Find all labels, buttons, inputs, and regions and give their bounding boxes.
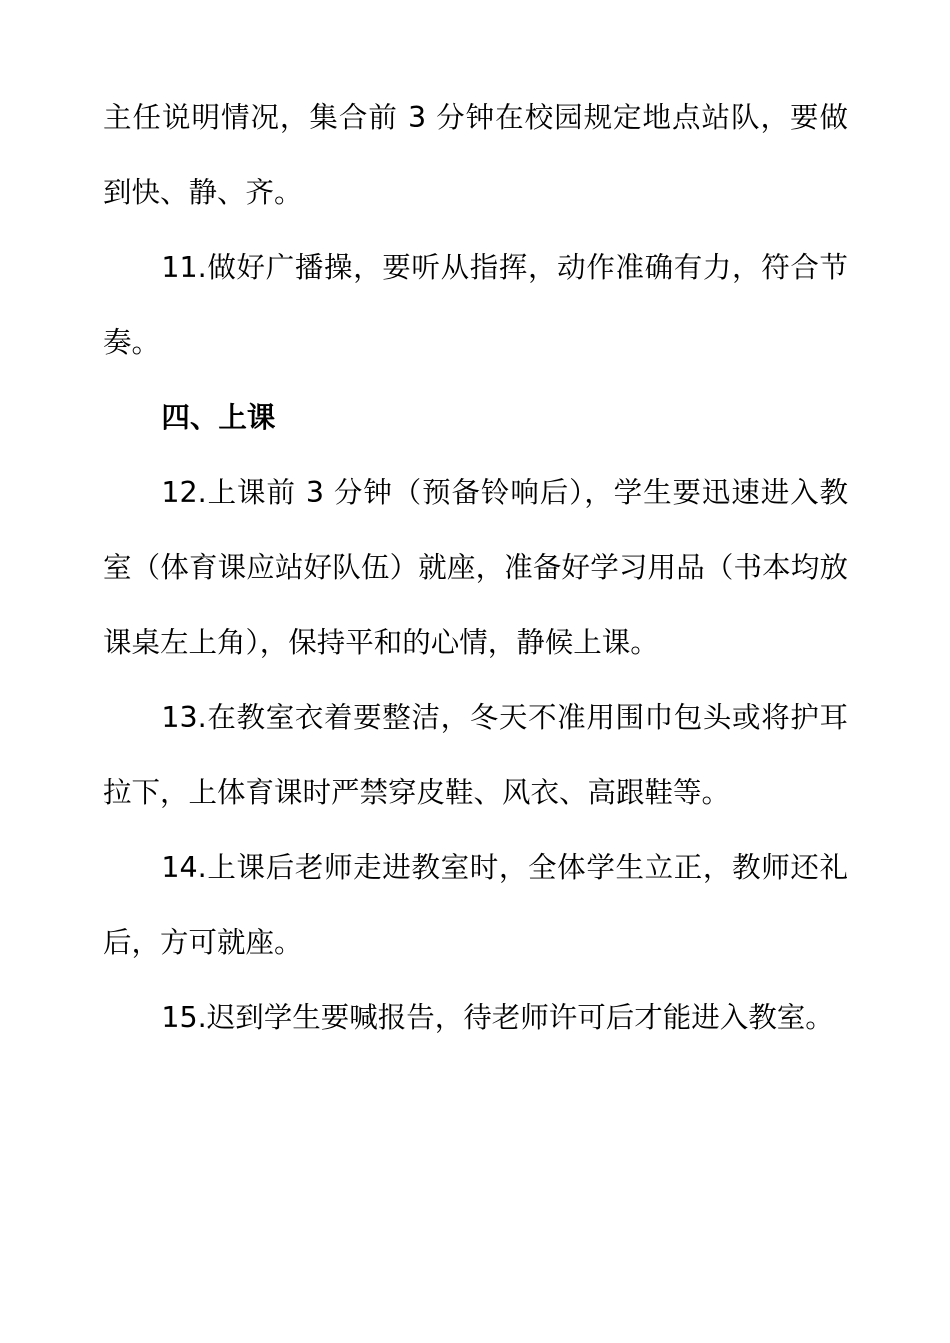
paragraph-rule-15: 15.迟到学生要喊报告，待老师许可后才能进入教室。 (161, 1001, 834, 1034)
paragraph-rule-13: 13.在教室衣着要整洁，冬天不准用围巾包头或将护耳拉下，上体育课时严禁穿皮鞋、风衣、高跟鞋等。 (103, 701, 848, 809)
document-page (103, 80, 848, 1055)
paragraph-continuation: 主任说明情况，集合前 3 分钟在校园规定地点站队，要做到快、静、齐。 (103, 101, 848, 209)
paragraph-rule-12: 12.上课前 3 分钟（预备铃响后），学生要迅速进入教室（体育课应站好队伍）就座，准备好学习用品（书本均放课桌左上角），保持平和的心情，静候上课。 (103, 476, 848, 659)
paragraph-rule-14: 14.上课后老师走进教室时，全体学生立正，教师还礼后，方可就座。 (103, 851, 848, 959)
section-heading: 四、上课 (161, 401, 276, 434)
paragraph-rule-11: 11.做好广播操，要听从指挥，动作准确有力，符合节奏。 (103, 251, 848, 359)
